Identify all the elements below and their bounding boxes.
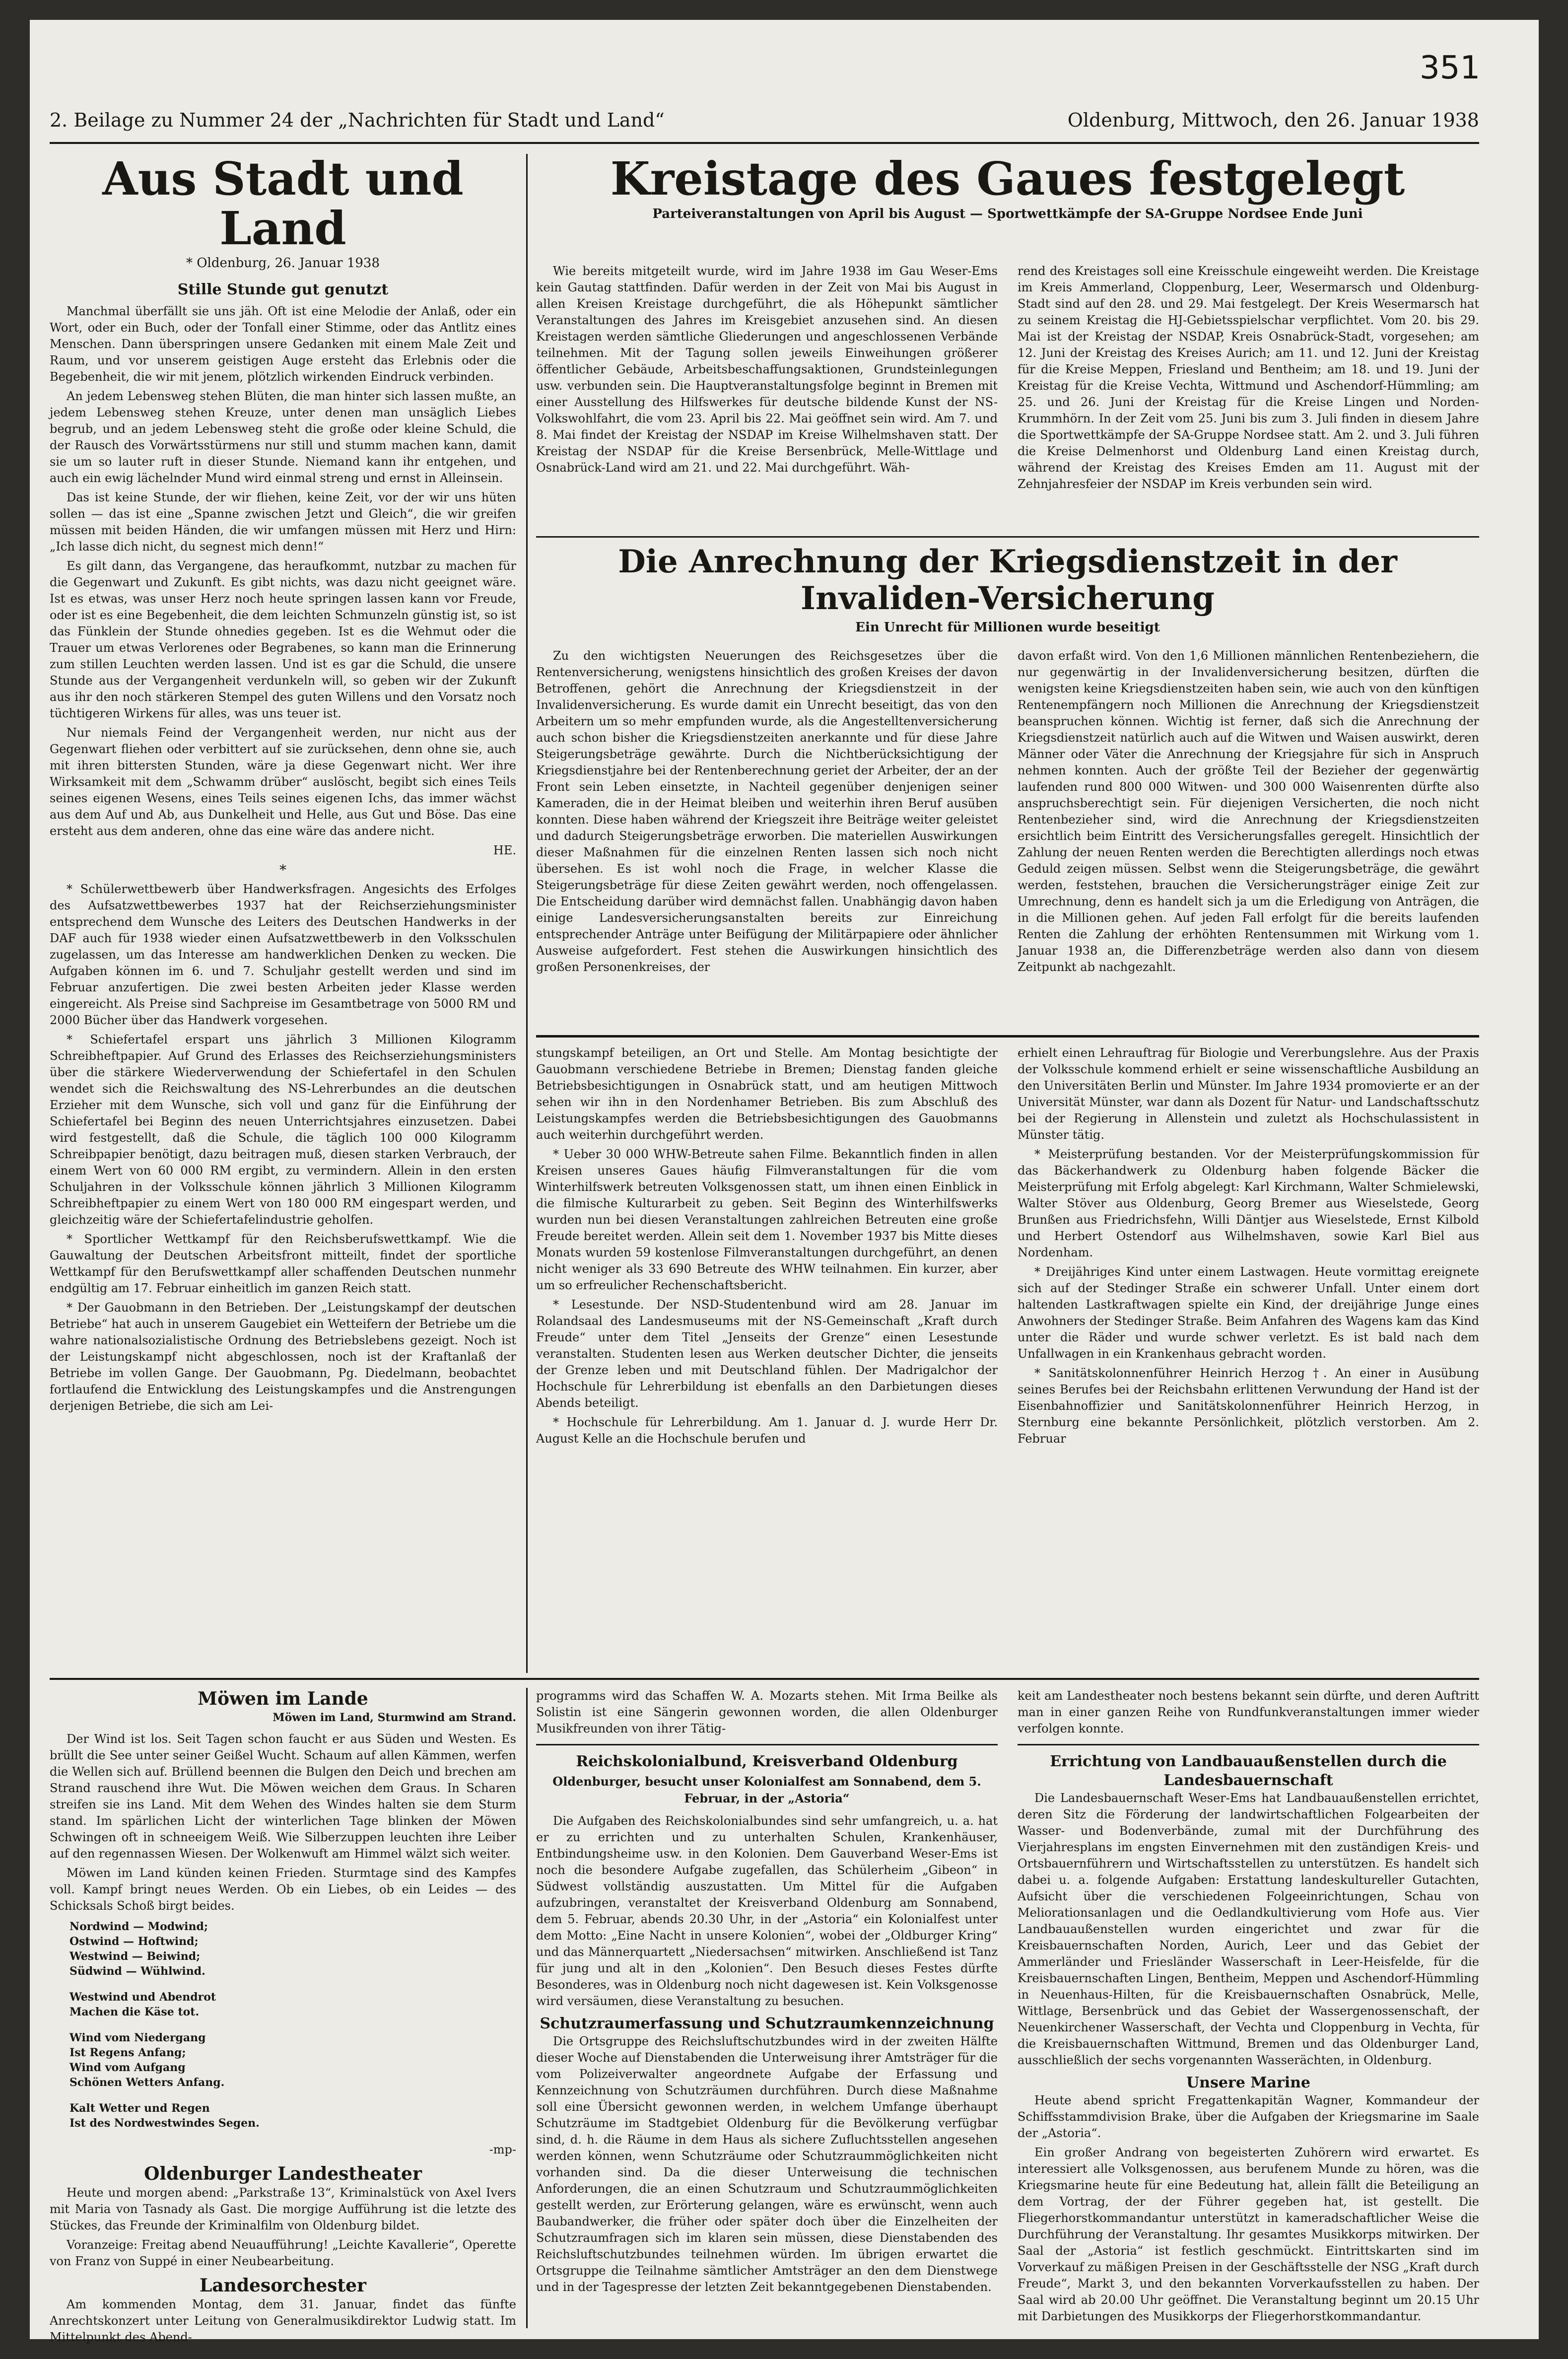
news-note: * Lesestunde. Der NSD-Studentenbund wird am 28. Januar im Rolandsaal des Landesmuseums mit der NS-Gemeinschaft „Kraft durch Freude“ unter dem Titel „Jenseits der Grenze“ einen Lesestunde veranstalten. Studenten lesen aus Werken deutscher Dichter, die jenseits der Grenze leben und mit Deutschland fühlen. Der Madrigalchor der Hochschule für Lehrerbildung ist ebenfalls an den Darbietungen dieses Abends beteiligt. [536,1298,998,1410]
paragraph: programms wird das Schaffen W. A. Mozarts stehen. Mit Irma Beilke als Solistin ist eine Sängerin gewonnen worden, die allen Oldenburger Musikfreunden von ihrer Tätig- [536,1689,998,1735]
dateline: Oldenburg, Mittwoch, den 26. Januar 1938 [1067,109,1479,131]
separator-star: * [279,862,286,878]
article-column [1018,263,1479,531]
article-title: Errichtung von Landbauaußenstellen durch die Landesbauernschaft [1050,1753,1447,1789]
paragraph: stungskampf beteiligen, an Ort und Stelle. Am Montag besichtigte der Gauobmann verschiedene Betriebe in Bremen; Dienstag fanden gleiche Betriebsbesichtigungen in Osnabrück statt, und am heutigen Mittwoch sehen wir ihn in den Nordenhamer Betrieben. Bis zum Abschluß des Leistungskampfes werden die Betriebsbesichtigungen des Gauobmanns auch weiterhin durchgeführt werden. [536,1046,998,1142]
news-note: * Hochschule für Lehrerbildung. Am 1. Januar d. J. wurde Herr Dr. August Kelle an die Hochschule berufen und [536,1415,998,1446]
headline-block [536,154,1479,268]
headline: Die Anrechnung der Kriegsdienstzeit in der Invaliden-Versicherung [618,543,1397,617]
news-note: * Sanitätskolonnenführer Heinrich Herzog †. An einer in Ausübung seines Berufes bei der Reichsbahn erlittenen Verwundung der Hand ist der Eisenbahnoffizier und Sanitätskolonnenführer Heinrich Herzog, in Sternburg eine bekannte Persönlichkeit, plötzlich verstorben. Am 2. Februar [1018,1366,1479,1446]
left-column [50,154,516,1673]
author-signature: HE. [493,843,516,857]
rhyme-line: Schönen Wetters Anfang. [69,2076,225,2089]
supplement-line: 2. Beilage zu Nummer 24 der „Nachrichten für Stadt und Land“ [50,109,665,131]
paragraph: Ein großer Andrang von begeisterten Zuhörern wird erwartet. Es interessiert alle Volksgenossen, aus berufenem Munde zu hören, was die Kriegsmarine heute für eine Bedeutung hat, allein fällt die Beteiligung an dem Vortrag, der der Führer gegeben hat, ist gestellt. Die Fliegerhorstkommandantur unterstützt in kameradschaftlicher Weise die Durchführung der Veranstaltung. Ihr gesamtes Musikkorps mitwirken. Der Saal der „Astoria“ ist festlich geschmückt. Eintrittskarten sind im Vorverkauf zu mäßigen Preisen in der Geschäftsstelle der NSG „Kraft durch Freude“, Markt 3, und den bekannten Vorverkaufsstellen zu haben. Der Saal wird ab 20.00 Uhr geöffnet. Die Veranstaltung beginnt um 20.15 Uhr mit Darbietungen des Musikkorps der Fliegerhorstkommandantur. [1018,2146,1479,2323]
weather-rhyme [69,1919,516,1979]
paragraph: Wie bereits mitgeteilt wurde, wird im Jahre 1938 im Gau Weser-Ems kein Gautag stattfinden. Dafür werden in der Zeit von Mai bis August in allen Kreisen Kreistage durchgeführt, die als Höhepunkt sämtlicher Veranstaltungen des Jahres im Kreisgebiet anzusehen sind. An diesen Kreistagen werden sämtliche Gliederungen und angeschlossenen Verbände teilnehmen. Mit der Tagung sollen jeweils Einweihungen größerer öffentlicher Gebäude, Arbeitsbeschaffungsaktionen, Grundsteinlegungen usw. verbunden sein. Die Hauptveranstaltungsfolge beginnt in Bremen mit einer Ausstellung des Hilfswerkes für deutsche bildende Kunst der NS-Volkswohlfahrt, die vom 23. April bis 22. Mai geöffnet sein wird. Am 7. und 8. Mai findet der Kreistag der NSDAP im Kreise Wilhelmshaven statt. Der Kreistag der NSDAP für die Kreise Bersenbrück, Melle-Wittlage und Osnabrück-Land wird am 21. und 22. Mai durchgeführt. Wäh- [536,264,998,475]
rhyme-line: Ostwind — Hoftwind; [69,1935,199,1948]
divider [536,1744,998,1745]
newspaper-page [30,20,1539,2344]
header-rule [50,142,1479,144]
news-note: * Der Gauobmann in den Betrieben. Der „Leistungskampf der deutschen Betriebe“ hat auch in unserem Gaugebiet ein Wetteifern der Betriebe um die wahre nationalsozialistische Ordnung des Betriebslebens gezeigt. Noch ist der Leistungskampf nicht abgeschlossen, noch ist der Kraftanlaß der Betriebe im vollen Gange. Der Gauobmann, Pg. Diedelmann, beobachtet fortlaufend die Entwicklung des Leistungskampfes und die Anstrengungen derjenigen Betriebe, die sich am Lei- [50,1301,516,1413]
paragraph: Die Aufgaben des Reichskolonialbundes sind sehr umfangreich, u. a. hat er zu errichten und zu unterhalten Schulen, Krankenhäuser, Entbindungsheime usw. in den Kolonien. Dem Gauverband Weser-Ems ist noch die besondere Aufgabe zugefallen, das Schülerheim „Gibeon“ in Südwest vollständig auszustatten. Um Mittel für die Aufgaben aufzubringen, veranstaltet der Kreisverband Oldenburg am Sonnabend, dem 5. Februar, abends 20.30 Uhr, in der „Astoria“ ein Kolonialfest unter dem Motto: „Eine Nacht in unsere Kolonien“, wobei der „Oldburger Kring“ und das Männerquartett „Niedersachsen“ mitwirken. Anschließend ist Tanz für jung und alt in den „Kolonien“. Den Besuch dieses Festes dürfte Besonderes, was in Oldenburg noch nicht dagewesen ist. Kein Volksgenosse wird versäumen, diese Veranstaltung zu besuchen. [536,1814,998,2008]
paragraph: davon erfaßt wird. Von den 1,6 Millionen männlichen Rentenbeziehern, die nur gegenwärtig in der Invalidenversicherung besitzen, dürften die wenigsten keine Kriegsdienstzeiten haben sein, wie auch von den künftigen Rentenempfängern noch Millionen die Anrechnung der Kriegsdienstzeit beanspruchen können. Wichtig ist ferner, daß sich die Anrechnung der Kriegsdienstzeit natürlich auch auf die Witwen und Waisen auswirkt, deren Männer oder Väter die Anrechnung der Kriegsjahre für sich in Anspruch nehmen konnten. Auch der größte Teil der Bezieher der gegenwärtig laufenden rund 800 000 Witwen- und 300 000 Waisenrenten dürfte also anspruchsberechtigt sein. Für diejenigen Versicherten, die noch nicht Rentenbezieher sind, wird die Anrechnung der Kriegsdienstzeiten ersichtlich beim Eintritt des Versicherungsfalles geregelt. Hinsichtlich der Zahlung der neuen Renten werden die Berechtigten allerdings noch etwas Geduld zeigen müssen. Selbst wenn die Steigerungsbeträge, die gewährt werden, feststehen, brauchen die Versicherungsträger einige Zeit zur Umrechnung, denn es handelt sich ja um die Erledigung von Anträgen, die in die Millionen gehen. Auf jeden Fall erfolgt für die bereits laufenden Renten die Zahlung der erhöhten Rentensummen mit Wirkung vom 1. Januar 1938 an, die Differenzbeträge werden also dann von diesem Zeitpunkt ab nachgezahlt. [1018,649,1479,974]
paragraph: Zu den wichtigsten Neuerungen des Reichsgesetzes über die Rentenversicherung, wenigstens hinsichtlich des großen Kreises der davon Betroffenen, gehört die Anrechnung der Kriegsdienstzeit in der Invalidenversicherung. Es wurde damit ein Unrecht beseitigt, das von den Arbeitern um so mehr empfunden wurde, als die Angestelltenversicherung auch schon bisher die Kriegsdienstzeiten anerkannte und für diese Jahre Steigerungsbeträge gewährte. Durch die Nichtberücksichtigung der Kriegsdienstjahre bei der Rentenberechnung geriet der Arbeiter, der an der Front sein Leben einsetzte, in Nachteil gegenüber denjenigen seiner Kameraden, die in der Heimat bleiben und weiterhin ihren Beruf ausüben konnten. Diese haben während der Kriegszeit ihre Beiträge weiter geleistet und dadurch Steigerungsbeträge erworben. Die materiellen Auswirkungen dieser Maßnahmen für die einzelnen Renten lassen sich noch nicht übersehen. Es ist wohl noch die Frage, in welcher Klasse die Steigerungsbeträge für diese Zeiten gewährt werden, noch offengelassen. Die Entscheidung darüber wird demnächst fallen. Unabhängig davon haben einige Landesversicherungsanstalten bereits zur Einreichung entsprechender Anträge unter Beifügung der Militärpapiere oder ähnlicher Ausweise aufgefordert. Fest stehen die Auswirkungen hinsichtlich des großen Personenkreises, der [536,649,998,974]
article-title: Schutzraumerfassung und Schutzraumkennzeichnung [540,2015,994,2032]
paragraph: Das ist keine Stunde, der wir fliehen, keine Zeit, vor der wir uns hüten sollen — das ist eine „Spanne zwischen Jetzt und Gleich“, die wir greifen müssen mit beiden Händen, die wir umfangen müssen mit Herz und Hirn: „Ich lasse dich nicht, du segnest mich denn!“ [50,490,516,554]
paragraph: Manchmal überfällt sie uns jäh. Oft ist eine Melodie der Anlaß, oder ein Wort, oder ein Buch, oder der Tonfall einer Stimme, oder das Antlitz eines Menschen. Dann überspringen unsere Gedanken mit einem Male Zeit und Raum, und vor unserem geistigen Auge ersteht das Erlebnis oder die Begebenheit, die wir mit jenem, plötzlich wirkenden Eindruck verbinden. [50,304,516,384]
section-rule [536,536,1479,538]
rhyme-line: Kalt Wetter und Regen [69,2102,210,2115]
paragraph: Die Ortsgruppe des Reichsluftschutzbundes wird in der zweiten Hälfte dieser Woche auf Dienstabenden die Unterweisung ihrer Amtsträger für die vom Polizeiverwalter angeordnete Aufgabe der Erfassung und Kennzeichnung von Schutzräumen durchführen. Durch diese Maßnahme soll eine Übersicht gewonnen werden, in welchem Umfange überhaupt Schutzräume im Stadtgebiet Oldenburg für die Bevölkerung verfügbar sind, d. h. die Räume in dem Haus als sichere Zufluchtsstellen angesehen werden können, wenn Schutzräume oder Schutzraummöglichkeiten nicht vorhanden sind. Da die dieser Unterweisung die technischen Anforderungen, die an einen Schutzraum und Schutzraummöglichkeiten gestellt werden, zur Erörterung gelangen, wäre es erwünscht, wenn auch Baubandwerker, die früher oder später doch über die Einzelheiten der Schutzraumfragen sich im klaren sein müssen, diese Dienstabenden des Reichsluftschutzbundes teilnehmen würden. Im übrigen erwartet die Ortsgruppe die Teilnahme sämtlicher Amtsträger an den dem Dienstwege und in der Tagespresse der letzten Zeit bekanntgegebenen Dienstabenden. [536,2034,998,2294]
section-title: Aus Stadt und Land [102,152,464,255]
rhyme-line: Wind vom Aufgang [69,2061,186,2074]
article-title: Landesorchester [200,2275,366,2296]
headline: Kreistage des Gaues festgelegt [610,152,1405,206]
paragraph: Heute abend spricht Fregattenkapitän Wagner, Kommandeur der Schiffsstammdivision Brake, über die Aufgaben der Kriegsmarine im Saale der „Astoria“. [1018,2093,1479,2140]
weather-rhyme [69,2101,516,2131]
paragraph: Der Wind ist los. Seit Tagen schon faucht er aus Süden und Westen. Es brüllt die See unter seiner Geißel Wucht. Schaum auf allen Kämmen, werfen die Wellen sich auf. Brüllend beennen die Bulgen den Deich und brechen am Strand rauschend ihre Wut. Die Möwen weichen dem Graus. In Scharen streifen sie ins Land. Mit dem Wehen des Windes halten sie dem Sturm stand. Im spärlichen Licht der winterlichen Tage blinken der Möwen Schwingen oft in schneeigem Weiß. Wie Silberzuppen leuchten ihre Leiber auf den regennassen Wiesen. Der Wolkenwuft am Himmel wälzt sich weiter. [50,1732,516,1861]
headline-block [536,544,1479,643]
rhyme-line: Südwind — Wühlwind. [69,1965,205,1978]
rhyme-line: Westwind — Beiwind; [69,1950,201,1963]
section-date: * Oldenburg, 26. Januar 1938 [186,256,380,271]
paragraph: erhielt einen Lehrauftrag für Biologie und Vererbungslehre. Aus der Praxis der Volksschule kommend erhielt er seine wissenschaftliche Ausbildung an den Universitäten Berlin und Münster. Im Jahre 1934 promovierte er an der Universität Münster, war dann als Dozent für Natur- und Landschaftsschutz bei der Regierung in Allenstein und zuletzt als Hochschulassistent in Münster tätig. [1018,1046,1479,1142]
rhyme-line: Westwind und Abendrot [69,1991,216,2004]
article-title: Unsere Marine [1186,2074,1311,2091]
lower-left-column [50,1688,516,2344]
paragraph: rend des Kreistages soll eine Kreisschule eingeweiht werden. Die Kreistage im Kreis Ammerland, Cloppenburg, Leer, Wesermarsch und Oldenburg-Stadt sind auf den 28. und 29. Mai festgelegt. Der Kreis Wesermarsch hat zu seinem Kreistag die HJ-Gebietsspielschar verpflichtet. Vom 20. bis 29. Mai ist der Kreistag der NSDAP, Kreis Osnabrück-Stadt, vorgesehen; am 12. Juni der Kreistag des Kreises Aurich; am 11. und 12. Juni der Kreistag für die Kreise Meppen, Friesland und Bentheim; am 18. und 19. Juni der Kreistag für die Kreise Vechta, Wittmund und Aschendorf-Hümmling; am 25. und 26. Juni der Kreistag für die Kreise Lingen und Norden-Krummhörn. In der Zeit vom 25. Juni bis zum 3. Juli finden in diesem Jahre die Sportwettkämpfe der SA-Gruppe Nordsee statt. Am 2. und 3. Juli führen die Kreise Delmenhorst und Oldenburg Land einen Kreistag durch, während der Kreistag des Kreises Emden am 11. August mit der Zehnjahresfeier der NSDAP im Kreis verbunden sein wird. [1018,264,1479,491]
article-title: Oldenburger Landestheater [144,2163,422,2184]
section-rule [50,1678,1479,1680]
column-rule [526,1688,528,2328]
paragraph: Es gilt dann, das Vergangene, das heraufkommt, nutzbar zu machen für die Gegenwart und Zukunft. Es gibt nichts, was dazu nicht geeignet wäre. Ist es etwas, was unser Herz noch heute springen lassen kann vor Freude, oder ist es eine Begebenheit, die dem leichten Schmunzeln günstig ist, so ist das Fünklein der Stunde ohnedies gegeben. Ist es die Wehmut oder die Trauer um etwas Verlorenes oder Begrabenes, so kann man die Erinnerung zum stillen Leuchten werden lassen. Und ist es gar die Schuld, die unsere Stunde aus der Vergangenheit verdunkeln will, so geben wir der Zukunft aus ihr den noch stärkeren Stempel des guten Willens und den Vorsatz noch tüchtigeren Wirkens für alles, was uns teuer ist. [50,559,516,720]
rhyme-line: Machen die Käse tot. [69,2006,200,2018]
subheadline: Ein Unrecht für Millionen wurde beseitigt [855,620,1160,635]
lower-middle-column [536,1688,998,2328]
paragraph: Nur niemals Feind der Vergangenheit werden, nur nicht aus der Gegenwart fliehen oder verbittert auf sie zurücksehen, denn ohne sie, auch mit ihren bittersten Stunden, wäre ja diese Gegenwart nicht. Wer ihre Wirksamkeit mit dem „Schwamm drüber“ auslöscht, begibt sich eines Teils seines eigenen Wesens, eines Teils seines eigenen Ichs, das immer wächst aus dem Auf und Ab, aus Dunkelheit und Helle, aus Gut und Böse. Das eine ersteht aus dem anderen, ohne das eine wäre das andere nicht. [50,726,516,838]
rhyme-line: Ist Regens Anfang; [69,2046,186,2059]
lower-right-column [1018,1688,1479,2328]
paragraph: An jedem Lebensweg stehen Blüten, die man hinter sich lassen mußte, an jedem Lebensweg stehen Kreuze, unter denen man unsäglich Liebes begrub, und an jedem Lebensweg steht die große oder kleine Schuld, die der Rausch des Vorwärtsstürmens nur still und stumm machen kann, damit sie um so lauter ruft in dieser Stunde. Niemand kann ihr entgehen, und auch ein ewig lächelnder Mund wird einmal streng und ernst in Alleinsein. [50,389,516,485]
article-column [536,263,998,531]
article-title: Möwen im Lande [198,1688,368,1709]
weather-rhyme [69,1990,516,2019]
paragraph: Heute und morgen abend: „Parkstraße 13“, Kriminalstück von Axel Ivers mit Maria von Tasnady als Gast. Die morgige Aufführung ist die letzte des Stückes, das Freunde der Kriminalfilm von Oldenburg bildet. [50,2186,516,2232]
news-note: * Schülerwettbewerb über Handwerksfragen. Angesichts des Erfolges des Aufsatzwettbewerbes 1937 hat der Reichserziehungsminister entsprechend dem Wunsche des Leiters des Deutschen Handwerks in der DAF auch für 1938 wieder einen Aufsatzwettbewerb in den Volksschulen zugelassen, um das Interesse am handwerklichen Denken zu wecken. Die Aufgaben können im 6. und 7. Schuljahr gestellt werden und sind im Februar anzufertigen. Die zwei besten Arbeiten jeder Klasse werden eingereicht. Als Preise sind Sachpreise im Gesamtbetrage von 5000 RM und 2000 Bücher über das Handwerk vorgesehen. [50,882,516,1027]
paragraph: Die Landesbauernschaft Weser-Ems hat Landbauaußenstellen errichtet, deren Sitz die Förderung der landwirtschaftlichen Folgearbeiten der Wasser- und Bodenverbände, zumal mit der Durchführung des Vierjahresplans im engsten Einvernehmen mit den zuständigen Kreis- und Ortsbauernführern und Wirtschaftsstellen zu unterstützen. Es handelt sich dabei u. a. folgende Aufgaben: Erstattung landeskultureller Gutachten, Aufsicht über die verschiedenen Folgeeinrichtungen, Schau von Meliorationsanlagen und die Oedlandkultivierung vom Hofe aus. Vier Landbauaußenstellen wurden eingerichtet und zwar für die Kreisbauernschaften Norden, Aurich, Leer und das Gebiet der Ammerländer und Friesländer Wasserschaft in Leer-Heisfelde, für die Kreisbauernschaften Lingen, Bentheim, Meppen und Aschendorf-Hümmling in Neuenhaus-Hilten, für die Kreisbauernschaften Osnabrück, Melle, Wittlage, Bersenbrück und das Gebiet der Wassergenossenschaft, der Neuenkirchener Wasserschaft, der Vechta und Cloppenburg in Vechta, für die Kreisbauernschaften Wittmund, Bremen und das Oldenburger Land, ausschließlich der sechs vorgenannten Wasserächten, in Oldenburg. [1018,1791,1479,2067]
column-rule [526,154,528,1673]
section-rule [536,1035,1479,1038]
news-note: * Schiefertafel erspart uns jährlich 3 Millionen Kilogramm Schreibheftpapier. Auf Grund des Erlasses des Reichserziehungsministers über die stärkere Wiederverwendung der Schiefertafel in den Schulen wendet sich die Reichswaltung des NS-Lehrerbundes an die deutschen Erzieher mit dem Wunsche, sich voll und ganz für die Einführung der Schiefertafel bei Beginn des neuen Unterrichtsjahres einzusetzen. Dabei wird festgestellt, daß die Schule, die täglich 100 000 Kilogramm Schreibpapier benötigt, dazu beitragen muß, diesen starken Verbrauch, der einem Wert von 60 000 RM ergibt, zu vermindern. Allein in den ersten Schuljahren in der Volksschule können jährlich 3 Millionen Kilogramm Schreibheftpapier zu einem Wert von 180 000 RM eingespart werden, und gleichzeitig wäre der Schiefertafelindustrie geholfen. [50,1033,516,1227]
rhyme-line: Ist des Nordwestwindes Segen. [69,2117,260,2130]
paragraph: keit am Landestheater noch bestens bekannt sein dürfte, und deren Auftritt man in einer ganzen Reihe von Rundfunkveranstaltungen immer wieder verfolgen konnte. [1018,1689,1479,1735]
subheadline: Oldenburger, besucht unser Kolonialfest am Sonnabend, dem 5. Februar, in der „Astoria“ [552,1774,981,1805]
divider [1018,1744,1479,1745]
article-title: Reichskolonialbund, Kreisverband Oldenburg [576,1753,958,1770]
handwritten-page-number: 351 [1420,50,1481,86]
running-header [50,109,1479,144]
news-note: * Meisterprüfung bestanden. Vor der Meisterprüfungskommission für das Bäckerhandwerk zu Oldenburg haben folgende Bäcker die Meisterprüfung mit Erfolg abgelegt: Karl Kirchmann, Walter Schmielewski, Walter Stöver aus Oldenburg, Georg Bremer aus Wieselstede, Georg Brunßen aus Friedrichsfehn, Willi Däntjer aus Wieselstede, Ernst Kilbold und Herbert Ostendorf aus Wilhelmshaven, sowie Karl Biel aus Nordenham. [1018,1147,1479,1259]
article-column [536,648,998,1030]
paragraph: Möwen im Land künden keinen Frieden. Sturmtage sind des Kampfes voll. Kampf bringt neues Werden. Ob ein Liebes, ob ein Leides — des Schicksals Schoß birgt beides. [50,1866,516,1913]
subheadline: Parteiveranstaltungen von April bis August — Sportwettkämpfe der SA-Gruppe Nordsee Ende Juni [652,207,1363,221]
rhyme-line: Wind vom Niedergang [69,2031,206,2044]
article-column [1018,1045,1479,1670]
article-column [1018,648,1479,1030]
rhyme-line: Nordwind — Modwind; [69,1920,208,1933]
news-note: * Dreijähriges Kind unter einem Lastwagen. Heute vormittag ereignete sich auf der Stedinger Straße ein schwerer Unfall. Unter einem dort haltenden Lastkraftwagen spielte ein Kind, der dreijährige Junge eines Anwohners der Stedinger Straße. Beim Anfahren des Wagens kam das Kind unter die Räder und wurde schwer verletzt. Es ist bald nach dem Unfallwagen in ein Krankenhaus gebracht worden. [1018,1265,1479,1361]
epigraph: Möwen im Land, Sturmwind am Strand. [273,1711,516,1724]
paragraph: Am kommenden Montag, dem 31. Januar, findet das fünfte Anrechtskonzert unter Leitung von Generalmusikdirektor Ludwig statt. Im Mittelpunkt des Abend- [50,2297,516,2344]
author-signature: -mp- [489,2143,516,2156]
paragraph: Voranzeige: Freitag abend Neuaufführung! „Leichte Kavallerie“, Operette von Franz von Suppé in einer Neubearbeitung. [50,2238,516,2268]
news-note: * Ueber 30 000 WHW-Betreute sahen Filme. Bekanntlich finden in allen Kreisen unseres Gaues häufig Filmveranstaltungen für die vom Winterhilfswerk betreuten Volksgenossen statt, um ihnen einen Einblick in die filmische Kulturarbeit zu geben. Seit Beginn des Winterhilfswerks wurden nun bei diesen Veranstaltungen zahlreichen Betreuten eine große Freude bereitet werden. Allein seit dem 1. November 1937 bis Mitte dieses Monats wurden 59 kostenlose Filmveranstaltungen durchgeführt, an denen nicht weniger als 33 690 Betreute des WHW teilnahmen. Ein kurzer, aber um so erfreulicher Rechenschaftsbericht. [536,1147,998,1292]
article-column [536,1045,998,1670]
article-title: Stille Stunde gut genutzt [177,281,389,298]
news-note: * Sportlicher Wettkampf für den Reichsberufswettkampf. Wie die Gauwaltung der Deutschen Arbeitsfront mitteilt, findet der sportliche Wettkampf für den Berufswettkampf aller schaffenden Deutschen nunmehr endgültig am 17. Februar einheitlich im ganzen Reich statt. [50,1232,516,1295]
weather-rhyme [69,2030,516,2090]
